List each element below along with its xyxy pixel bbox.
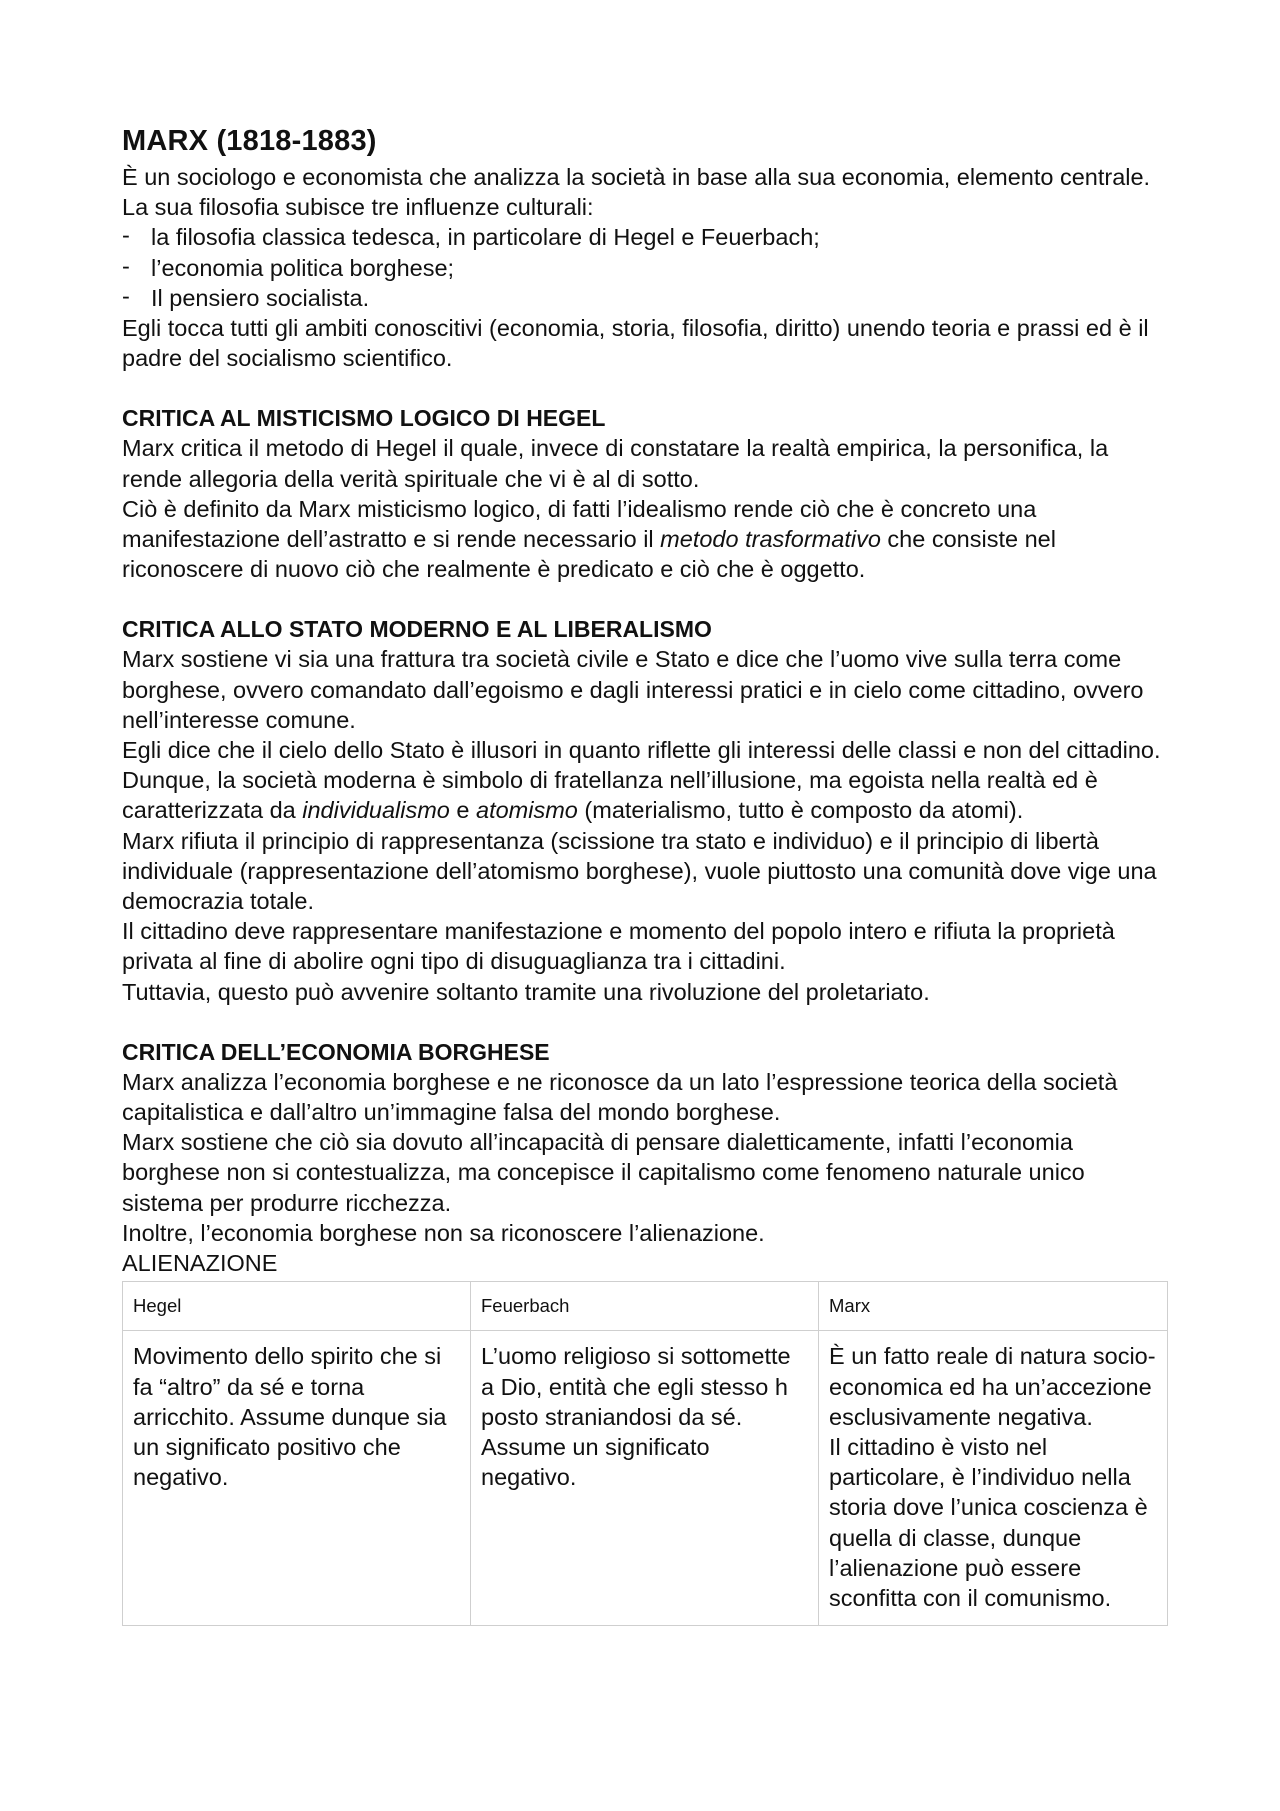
cell-marx xyxy=(819,1331,1168,1626)
emphasis: atomismo xyxy=(476,797,578,824)
alienation-table xyxy=(122,1281,1168,1626)
section-heading-stato: CRITICA ALLO STATO MODERNO E AL LIBERALISMO xyxy=(122,616,712,643)
cell-text: Assume un significato negativo. xyxy=(481,1433,710,1491)
header-cell-marx: Marx xyxy=(819,1282,1168,1331)
paragraph xyxy=(122,765,1170,825)
emphasis: individualismo xyxy=(302,797,450,824)
table-row xyxy=(123,1331,1168,1626)
paragraph xyxy=(122,494,1170,585)
paragraph: Marx analizza l’economia borghese e ne riconosce da un lato l’espressione teorica della società capitalistica e dall’altro un’immagine falsa del mondo borghese. xyxy=(122,1068,1118,1126)
paragraph: Marx sostiene vi sia una frattura tra società civile e Stato e dice che l’uomo vive sulla terra come borghese, ovvero comandato dall’egoismo e dagli interessi pratici e in cielo come cittadino, ovvero nell’interesse comune. xyxy=(122,646,1144,733)
paragraph: Inoltre, l’economia borghese non sa riconoscere l’alienazione. xyxy=(122,1219,765,1246)
list-item: - l’economia politica borghese; xyxy=(122,253,1170,283)
section-heading-economia: CRITICA DELL’ECONOMIA BORGHESE xyxy=(122,1038,550,1065)
page-title: MARX (1818-1883) xyxy=(122,125,377,157)
list-item: - Il pensiero socialista. xyxy=(122,283,1170,313)
emphasis: metodo trasformativo xyxy=(660,526,881,553)
paragraph: Marx critica il metodo di Hegel il quale, invece di constatare la realtà empirica, la personifica, la rende allegoria della verità spirituale che vi è al di sotto. xyxy=(122,435,1109,492)
header-cell-hegel: Hegel xyxy=(123,1282,471,1331)
text-run: (materialismo, tutto è composto da atomi). xyxy=(577,797,1024,824)
subheading-alienazione: ALIENAZIONE xyxy=(122,1250,278,1277)
intro-conclusion: Egli tocca tutti gli ambiti conoscitivi (economia, storia, filosofia, diritto) unendo teoria e prassi ed è il padre del socialismo scientifico. xyxy=(122,315,1149,372)
cell-feuerbach xyxy=(471,1331,819,1626)
text-run: che consiste nel riconoscere di nuovo ciò che realmente è predicato e ciò che è oggetto. xyxy=(122,526,1056,583)
text-run: Dunque, la società moderna è simbolo di fratellanza nell’illusione, ma egoista nella realtà ed è caratterizzata da xyxy=(122,767,1098,824)
document-page xyxy=(122,124,1170,1626)
cell-text: L’uomo religioso si sottomette a Dio, entità che egli stesso h posto straniandosi da sé. xyxy=(481,1343,791,1430)
paragraph: Il cittadino deve rappresentare manifestazione e momento del popolo intero e rifiuta la proprietà privata al fine di abolire ogni tipo di disuguaglianza tra i cittadini. xyxy=(122,918,1115,975)
list-item: - la filosofia classica tedesca, in particolare di Hegel e Feuerbach; xyxy=(122,222,1170,252)
paragraph: Egli dice che il cielo dello Stato è illusori in quanto riflette gli interessi delle classi e non del cittadino. xyxy=(122,737,1161,764)
text-run: e xyxy=(449,797,477,824)
table-header-row xyxy=(123,1282,1168,1331)
header-cell-feuerbach: Feuerbach xyxy=(471,1282,819,1331)
intro-paragraph: È un sociologo e economista che analizza la società in base alla sua economia, elemento centrale. xyxy=(122,164,1151,190)
text-run: Ciò è definito da Marx misticismo logico, di fatti l’idealismo rende ciò che è concreto una manifestazione dell’astratto e si rende necessario il xyxy=(122,495,1037,553)
cell-text: Il cittadino è visto nel particolare, è l’individuo nella storia dove l’unica coscienza è quella di classe, dunque l’alienazione può essere sconfitta con il comunismo. xyxy=(829,1433,1148,1611)
paragraph: Tuttavia, questo può avvenire soltanto tramite una rivoluzione del proletariato. xyxy=(122,978,930,1005)
section-heading-hegel: CRITICA AL MISTICISMO LOGICO DI HEGEL xyxy=(122,405,606,432)
paragraph: Marx sostiene che ciò sia dovuto all’incapacità di pensare dialetticamente, infatti l’economia borghese non si contestualizza, ma concepisce il capitalismo come fenomeno naturale unico sistema per produrre ricchezza. xyxy=(122,1129,1085,1216)
cell-hegel xyxy=(123,1331,471,1626)
influences-intro: La sua filosofia subisce tre influenze culturali: xyxy=(122,194,594,221)
paragraph: Marx rifiuta il principio di rappresentanza (scissione tra stato e individuo) e il principio di libertà individuale (rappresentazione dell’atomismo borghese), vuole piuttosto una comunità dove vige una democrazia totale. xyxy=(122,827,1157,915)
cell-text: Movimento dello spirito che si fa “altro” da sé e torna arricchito. Assume dunque sia un significato positivo che negativo. xyxy=(133,1343,447,1491)
influences-list xyxy=(122,222,1170,313)
cell-text: È un fatto reale di natura socio-economica ed ha un’accezione esclusivamente negativa. xyxy=(829,1343,1156,1430)
